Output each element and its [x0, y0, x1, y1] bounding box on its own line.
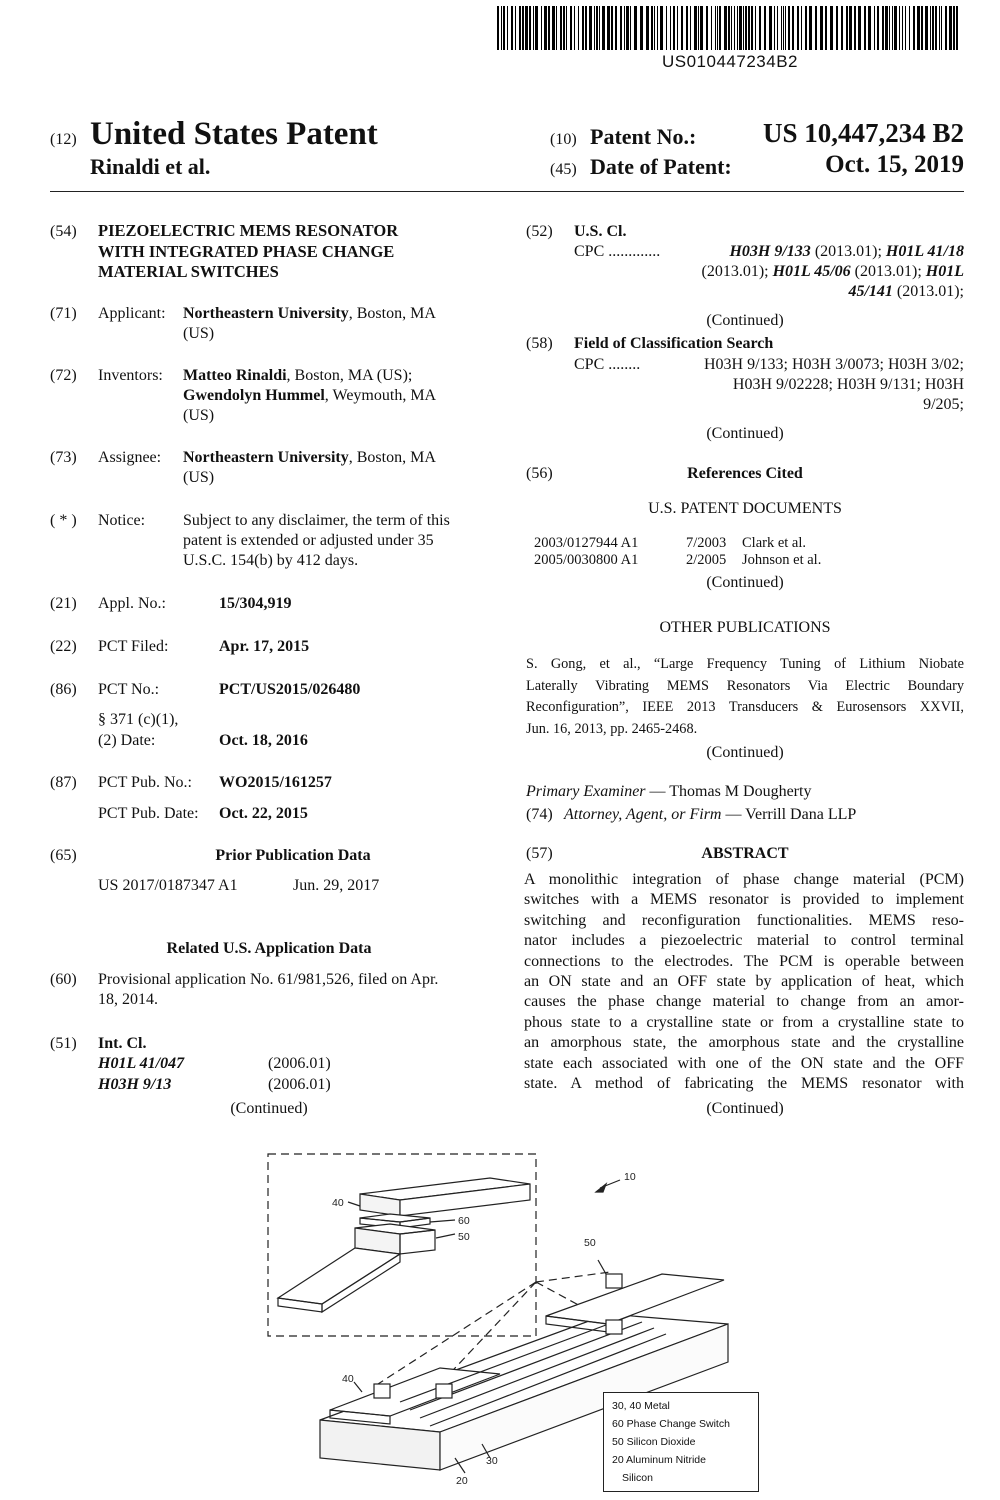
- code-86: (86): [50, 681, 77, 698]
- attorney-name: — Verrill Dana LLP: [721, 806, 857, 823]
- field-cpc-line-1: H03H 9/133; H03H 3/0073; H03H 3/02;: [704, 356, 964, 373]
- refs-continued: (Continued): [706, 574, 784, 591]
- patent-number: US 10,447,234 B2: [762, 118, 964, 148]
- section-371-date: Oct. 18, 2016: [219, 732, 308, 749]
- barcode-bar: [841, 6, 843, 50]
- field-search-continued: (Continued): [706, 425, 784, 442]
- examiner-name: — Thomas M Dougherty: [645, 783, 812, 800]
- header-rule: [50, 191, 964, 192]
- barcode-bar: [596, 6, 598, 50]
- int-cl-heading: Int. Cl.: [98, 1035, 147, 1052]
- code-60: (60): [50, 971, 77, 988]
- pct-pub-no-label: PCT Pub. No.:: [98, 774, 192, 791]
- title-line-3: MATERIAL SWITCHES: [98, 262, 279, 281]
- barcode-number: US010447234B2: [661, 52, 798, 71]
- barcode-bar: [594, 6, 595, 50]
- barcode-bar: [820, 6, 823, 50]
- applicant-label: Applicant:: [98, 305, 166, 322]
- us-cl-continued: (Continued): [706, 312, 784, 329]
- code-73: (73): [50, 449, 77, 466]
- barcode-bar: [894, 6, 897, 50]
- cpc-code-4b: 45/141: [848, 283, 893, 300]
- attorney-line: [564, 805, 856, 825]
- applicant-name: Northeastern University: [183, 305, 349, 322]
- abstract-line: nator includes a piezoelectric material to control terminal: [524, 932, 964, 950]
- assignee-country: (US): [183, 469, 215, 486]
- barcode-bar: [578, 6, 579, 50]
- barcode-bar: [868, 6, 871, 50]
- barcode-bar: [930, 6, 931, 50]
- barcode-bar: [755, 6, 756, 50]
- field-cpc-dots: ........: [608, 356, 641, 373]
- abstract-line: an ON state and an OFF state by application of heat, which: [524, 973, 964, 991]
- barcode-bar: [515, 6, 516, 50]
- int-cl-year-1: (2006.01): [268, 1055, 331, 1072]
- pct-no-label: PCT No.:: [98, 681, 160, 698]
- barcode-bar: [560, 6, 562, 50]
- assignee-name: Northeastern University: [183, 449, 349, 466]
- notice-line-1: Subject to any disclaimer, the term of this: [183, 512, 450, 529]
- barcode-bar: [585, 6, 587, 50]
- legend-item: 60 Phase Change Switch: [612, 1418, 730, 1430]
- code-52: (52): [526, 223, 553, 240]
- barcode-bar: [801, 6, 802, 50]
- barcode-bar: [825, 6, 827, 50]
- barcode-bar: [607, 6, 610, 50]
- barcode-bar: [781, 6, 782, 50]
- prior-pub-heading: Prior Publication Data: [215, 847, 371, 864]
- legend-item: 20 Aluminum Nitride: [612, 1454, 706, 1466]
- provisional-line-1: Provisional application No. 61/981,526, filed on Apr.: [98, 971, 439, 988]
- abstract-text: [524, 870, 964, 1094]
- barcode-bar: [552, 6, 555, 50]
- section-371-date-label: (2) Date:: [98, 732, 156, 749]
- other-pub-text: [526, 654, 964, 740]
- barcode-bar: [660, 6, 663, 50]
- us-cl-cpc: [574, 242, 964, 302]
- ref-date: 7/2003: [686, 535, 727, 551]
- label-50: 50: [584, 1237, 596, 1249]
- barcode-bar: [640, 6, 643, 50]
- related-heading: Related U.S. Application Data: [166, 940, 372, 957]
- barcode-bar: [544, 6, 547, 50]
- barcode-bar: [777, 6, 778, 50]
- barcode-bar: [953, 6, 955, 50]
- label-30: 30: [486, 1455, 498, 1467]
- pct-pub-no-value: WO2015/161257: [219, 774, 332, 791]
- patent-no-label: Patent No.:: [590, 124, 697, 149]
- barcode-bar: [582, 6, 584, 50]
- barcode-bar: [909, 6, 910, 50]
- inset-pcm-60: [360, 1214, 430, 1222]
- barcode-bar: [626, 6, 629, 50]
- inventor-2-country: (US): [183, 407, 215, 424]
- applicant-country: (US): [183, 325, 215, 342]
- barcode-bar: [700, 6, 703, 50]
- barcode-bar: [670, 6, 671, 50]
- authors: Rinaldi et al.: [90, 154, 211, 179]
- barcode-bar: [724, 6, 727, 50]
- prior-pub-number: US 2017/0187347 A1: [98, 877, 238, 894]
- code-notice: ( * ): [50, 512, 77, 529]
- ref-name: Clark et al.: [742, 535, 807, 551]
- barcode-bar: [563, 6, 565, 50]
- barcode-bar: [739, 6, 742, 50]
- barcode-bar: [809, 6, 812, 50]
- barcode-bar: [728, 6, 730, 50]
- abstract-line: switches with a MEMS resonator is provided to implement: [524, 891, 964, 909]
- applicant-location: , Boston, MA: [348, 305, 436, 322]
- barcode-bar: [666, 6, 667, 50]
- barcode-bar: [945, 6, 947, 50]
- pct-filed-label: PCT Filed:: [98, 638, 169, 655]
- barcode-bar: [522, 6, 524, 50]
- barcode-bar: [846, 6, 848, 50]
- barcode-bar: [956, 6, 958, 50]
- barcode-bar: [917, 6, 920, 50]
- barcode-bar: [620, 6, 622, 50]
- pct-pub-date-label: PCT Pub. Date:: [98, 805, 199, 822]
- section-371: § 371 (c)(1),: [98, 711, 179, 728]
- barcode-bar: [949, 6, 952, 50]
- cpc-label: CPC: [574, 243, 605, 260]
- prior-pub-date: Jun. 29, 2017: [293, 877, 380, 894]
- cpc-year-4: (2013.01);: [896, 283, 964, 300]
- barcode-bar: [743, 6, 744, 50]
- barcode-bar: [615, 6, 617, 50]
- barcode-bar: [519, 6, 521, 50]
- ref-row: [534, 552, 821, 569]
- label-40-inset: 40: [332, 1197, 344, 1209]
- barcode-bar: [854, 6, 856, 50]
- abstract-continued: (Continued): [706, 1100, 784, 1117]
- barcode-bar: [690, 6, 691, 50]
- barcode-bar: [624, 6, 625, 50]
- barcode-bar: [905, 6, 906, 50]
- code-65: (65): [50, 847, 77, 864]
- barcode-bar: [589, 6, 592, 50]
- barcode-bar: [525, 6, 528, 50]
- legend-item: Silicon: [622, 1472, 653, 1484]
- assignee-label: Assignee:: [98, 449, 162, 466]
- ref-date: 2/2005: [686, 552, 727, 568]
- barcode-bar: [745, 6, 747, 50]
- cpc-code-3: H01L 45/06: [772, 263, 851, 280]
- barcode-bar: [785, 6, 786, 50]
- barcode-bar: [507, 6, 508, 50]
- barcode-bar: [913, 6, 915, 50]
- barcode-bar: [939, 6, 940, 50]
- notice-line-3: U.S.C. 154(b) by 412 days.: [183, 552, 359, 569]
- label-10: 10: [624, 1171, 636, 1183]
- barcode-bar: [698, 6, 699, 50]
- barcode-bar: [570, 6, 572, 50]
- applicant-value: [183, 304, 483, 344]
- barcode-bar: [646, 6, 649, 50]
- barcode-bar: [731, 6, 732, 50]
- cpc-code-2: H01L 41/18: [885, 243, 964, 260]
- barcode-bar: [673, 6, 675, 50]
- barcode-bar: [815, 6, 817, 50]
- barcode-bar: [711, 6, 712, 50]
- barcode-bar: [556, 6, 557, 50]
- cpc-year-3: (2013.01);: [854, 263, 922, 280]
- assignee-location: , Boston, MA: [348, 449, 436, 466]
- barcode-bar: [877, 6, 879, 50]
- pct-filed-value: Apr. 17, 2015: [219, 638, 310, 655]
- barcode-bar: [774, 6, 775, 50]
- barcode-bar: [797, 6, 799, 50]
- barcode-bar: [925, 6, 928, 50]
- barcode-bar: [792, 6, 794, 50]
- label-50-inset: 50: [458, 1231, 470, 1243]
- field-cpc-label: CPC: [574, 356, 605, 373]
- abstract-line: an amorphous state, the amorphous state and the crystalline: [524, 1034, 964, 1052]
- switch-cube: [606, 1274, 622, 1288]
- notice-label: Notice:: [98, 512, 146, 529]
- barcode-bar: [769, 6, 772, 50]
- invention-title: [98, 221, 398, 283]
- inventor-2-name: Gwendolyn Hummel: [183, 387, 325, 404]
- barcode-bar: [783, 6, 784, 50]
- switch-cube: [606, 1320, 622, 1334]
- barcode-bar: [941, 6, 942, 50]
- inset-lower-strip: [278, 1248, 400, 1304]
- inventor-1-location: , Boston, MA (US);: [286, 367, 413, 384]
- inventors-value: [183, 366, 483, 426]
- cpc-code-1: H03H 9/133: [729, 243, 811, 260]
- code-12: (12): [50, 131, 77, 148]
- barcode-bar: [548, 6, 550, 50]
- barcode-bar: [602, 6, 605, 50]
- barcode-bar: [497, 6, 499, 50]
- barcode-bar: [535, 6, 538, 50]
- barcode-bar: [751, 6, 753, 50]
- code-22: (22): [50, 638, 77, 655]
- provisional-line-2: 18, 2014.: [98, 991, 158, 1008]
- pub-line-2: Laterally Vibrating MEMS Resonators Via Electric Boundary: [526, 677, 964, 694]
- ref-number: 2005/0030800 A1: [534, 552, 639, 568]
- barcode-bar: [634, 6, 637, 50]
- barcode-bar: [715, 6, 716, 50]
- switch-cube: [374, 1384, 390, 1398]
- label-40: 40: [342, 1373, 354, 1385]
- inventor-1-name: Matteo Rinaldi: [183, 367, 287, 384]
- barcode-bar: [932, 6, 934, 50]
- int-cl-code-1: H01L 41/047: [98, 1055, 185, 1072]
- code-58: (58): [526, 335, 553, 352]
- field-cpc-line-2: H03H 9/02228; H03H 9/131; H03H: [732, 376, 964, 393]
- code-45: (45): [550, 161, 577, 178]
- barcode-bar: [717, 6, 718, 50]
- ref-list: [534, 535, 821, 569]
- legend-item: 50 Silicon Dioxide: [612, 1436, 696, 1448]
- field-cpc-line-3: 9/205;: [923, 396, 964, 413]
- barcode-bar: [902, 6, 903, 50]
- barcode-bar: [706, 6, 708, 50]
- barcode-bar: [830, 6, 833, 50]
- barcode-bar: [734, 6, 735, 50]
- barcode-bar: [630, 6, 631, 50]
- barcode-bar: [611, 6, 613, 50]
- cpc-year-2: (2013.01);: [701, 263, 769, 280]
- barcode-bar: [849, 6, 852, 50]
- int-cl-continued: (Continued): [230, 1100, 308, 1117]
- pubs-continued: (Continued): [706, 744, 784, 761]
- barcode-bar: [737, 6, 738, 50]
- inventor-2-location: , Weymouth, MA: [324, 387, 437, 404]
- refs-heading: References Cited: [687, 465, 803, 482]
- title-line-2: WITH INTEGRATED PHASE CHANGE: [98, 241, 395, 261]
- assignee-value: [183, 448, 483, 488]
- abstract-line: state each associated with one of the ON state and the OFF: [524, 1054, 964, 1072]
- appl-no-label: Appl. No.:: [98, 595, 166, 612]
- abstract-line: A monolithic integration of phase change material (PCM): [524, 871, 964, 888]
- barcode-bar: [935, 6, 937, 50]
- barcode-bar: [503, 6, 505, 50]
- ref-number: 2003/0127944 A1: [534, 535, 639, 551]
- barcode-bar: [651, 6, 653, 50]
- barcode-bar: [805, 6, 807, 50]
- barcode-bar: [759, 6, 761, 50]
- figure-legend: [603, 1392, 759, 1492]
- title-line-1: PIEZOELECTRIC MEMS RESONATOR: [98, 221, 399, 240]
- barcode-bar: [686, 6, 688, 50]
- examiner-label: Primary Examiner: [526, 783, 646, 800]
- field-search-heading: Field of Classification Search: [574, 335, 774, 352]
- barcode-bar: [657, 6, 658, 50]
- barcode-bar: [677, 6, 678, 50]
- barcode-bar: [511, 6, 513, 50]
- other-pubs-heading: OTHER PUBLICATIONS: [659, 619, 831, 636]
- patent-title: United States Patent: [90, 116, 378, 152]
- inventors-label: Inventors:: [98, 367, 163, 384]
- attorney-label: Attorney, Agent, or Firm: [564, 806, 722, 823]
- cpc-code-4a: H01L: [925, 263, 964, 280]
- barcode-bar: [858, 6, 861, 50]
- patent-date: Oct. 15, 2019: [825, 151, 964, 178]
- barcode-bar: [501, 6, 502, 50]
- barcode-bar: [885, 6, 888, 50]
- date-label: Date of Patent:: [590, 154, 732, 179]
- barcode-bar: [541, 6, 542, 50]
- notice-text: [183, 511, 489, 571]
- barcode-bar: [529, 6, 531, 50]
- switch-cube: [436, 1384, 452, 1398]
- abstract-line: causes the phase change material to change from an amor-: [524, 993, 964, 1011]
- ref-name: Johnson et al.: [742, 552, 822, 568]
- barcode-bar: [694, 6, 697, 50]
- int-cl-year-2: (2006.01): [268, 1076, 331, 1093]
- notice-line-2: patent is extended or adjusted under 35: [183, 532, 434, 549]
- code-56: (56): [526, 465, 553, 482]
- legend-item: 30, 40 Metal: [612, 1400, 670, 1412]
- cpc-year-1: (2013.01);: [814, 243, 882, 260]
- barcode-bar: [889, 6, 890, 50]
- ref-row: [534, 535, 821, 552]
- abstract-line: switching and reconfiguration functionalities. MEMS reso-: [524, 911, 964, 929]
- barcode-bar: [599, 6, 600, 50]
- field-search-cpc: [574, 355, 964, 415]
- barcode: [497, 6, 964, 50]
- barcode-bar: [764, 6, 766, 50]
- code-54: (54): [50, 223, 77, 240]
- barcode-bar: [533, 6, 534, 50]
- pub-line-3: Reconfiguration”, IEEE 2013 Transducers & Eurosensors XXVII,: [526, 699, 964, 715]
- code-72: (72): [50, 367, 77, 384]
- barcode-bar: [574, 6, 575, 50]
- provisional-text: [98, 970, 490, 1010]
- pct-pub-date-value: Oct. 22, 2015: [219, 805, 308, 822]
- barcode-bar: [719, 6, 721, 50]
- appl-no-value: 15/304,919: [219, 595, 292, 612]
- us-docs-heading: U.S. PATENT DOCUMENTS: [648, 500, 842, 517]
- abstract-line: phous state to a crystalline state or from a crystalline state to: [524, 1013, 964, 1031]
- label-20: 20: [456, 1475, 468, 1487]
- pub-line-1: S. Gong, et al., “Large Frequency Tuning of Lithium Niobate: [526, 656, 964, 672]
- barcode-bar: [748, 6, 750, 50]
- code-51: (51): [50, 1035, 77, 1052]
- abstract-line: state. A method of fabricating the MEMS resonator with: [524, 1075, 964, 1093]
- barcode-bar: [788, 6, 790, 50]
- code-57: (57): [526, 845, 553, 862]
- barcode-bar: [654, 6, 655, 50]
- int-cl-code-2: H03H 9/13: [98, 1076, 172, 1093]
- barcode-bar: [864, 6, 866, 50]
- examiner-line: [526, 782, 811, 802]
- barcode-bar: [566, 6, 567, 50]
- code-21: (21): [50, 595, 77, 612]
- us-cl-heading: U.S. Cl.: [574, 223, 627, 240]
- code-87: (87): [50, 774, 77, 791]
- code-10: (10): [550, 131, 577, 148]
- code-71: (71): [50, 305, 77, 322]
- code-74: (74): [526, 806, 553, 823]
- abstract-line: connections to the electrodes. The PCM is operable between: [524, 952, 964, 970]
- label-60: 60: [458, 1215, 470, 1227]
- barcode-bar: [921, 6, 923, 50]
- abstract-heading: ABSTRACT: [701, 845, 789, 862]
- barcode-bar: [892, 6, 893, 50]
- barcode-bar: [836, 6, 838, 50]
- barcode-bar: [882, 6, 884, 50]
- cpc-dots: .............: [608, 243, 661, 260]
- pub-line-4: Jun. 16, 2013, pp. 2465-2468.: [526, 720, 698, 737]
- barcode-bar: [681, 6, 683, 50]
- barcode-bar: [874, 6, 875, 50]
- barcode-bar: [899, 6, 900, 50]
- pct-no-value: PCT/US2015/026480: [219, 681, 361, 698]
